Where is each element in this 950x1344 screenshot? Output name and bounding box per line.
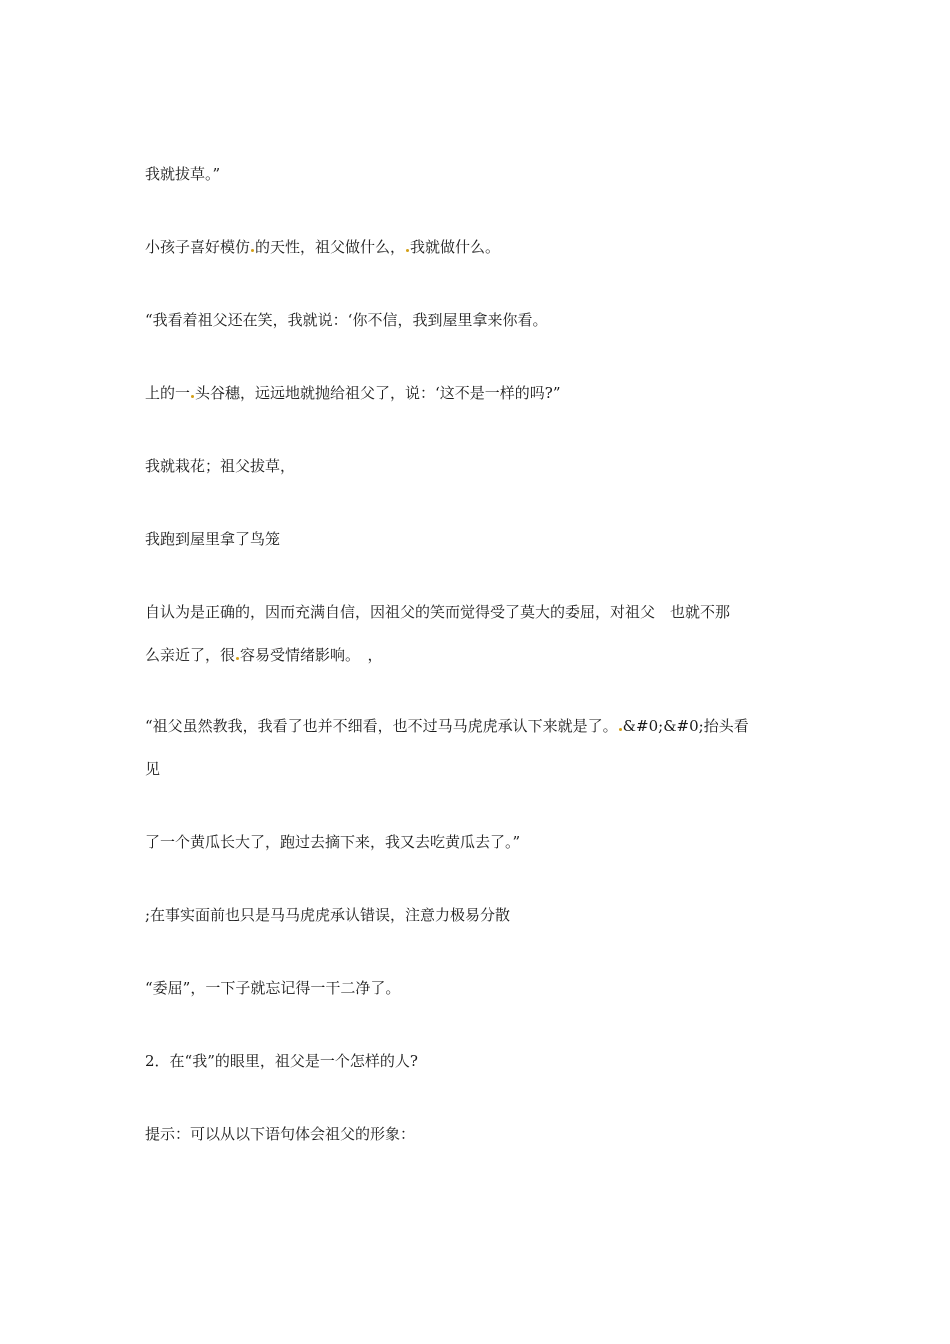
paragraph-3: “我看着祖父还在笑，我就说：‘你不信，我到屋里拿来你看。 — [145, 311, 548, 329]
paragraph-8: 么亲近了，很 容易受情绪影响。 ， — [145, 646, 383, 664]
marker-dot — [406, 249, 409, 252]
hint-line: 提示：可以从以下语句体会祖父的形象： — [145, 1125, 416, 1143]
paragraph-5: 我就栽花；祖父拔草， — [145, 457, 296, 475]
marker-dot — [251, 249, 254, 252]
question-2: 2．在“我”的眼里，祖父是一个怎样的人? — [145, 1052, 418, 1070]
paragraph-2: 小孩子喜好模仿 的天性，祖父做什么， 我就做什么。 — [145, 238, 501, 256]
paragraph-12: “委屈”，一下子就忘记得一干二净了。 — [145, 979, 401, 997]
marker-dot — [236, 657, 239, 660]
paragraph-11: ;在事实面前也只是马马虎虎承认错误，注意力极易分散 — [145, 906, 511, 924]
marker-dot — [619, 728, 622, 731]
paragraph-4: 上的一 头谷穗，远远地就抛给祖父了，说：‘这不是一样的吗?” — [145, 384, 561, 402]
paragraph-9: “祖父虽然教我，我看了也并不细看，也不过马马虎虎承认下来就是了。 &#0;&#0;抬头看 — [145, 717, 749, 735]
marker-dot — [191, 395, 194, 398]
paragraph-7: 自认为是正确的，因而充满自信，因祖父的笑而觉得受了莫大的委屈，对祖父 也就不那 — [145, 603, 731, 621]
paragraph-10: 了一个黄瓜长大了，跑过去摘下来，我又去吃黄瓜去了。” — [145, 833, 521, 851]
paragraph-9-continued: 见 — [145, 760, 161, 778]
paragraph-6: 我跑到屋里拿了鸟笼 — [145, 530, 281, 548]
paragraph-1: 我就拔草。” — [145, 165, 221, 183]
